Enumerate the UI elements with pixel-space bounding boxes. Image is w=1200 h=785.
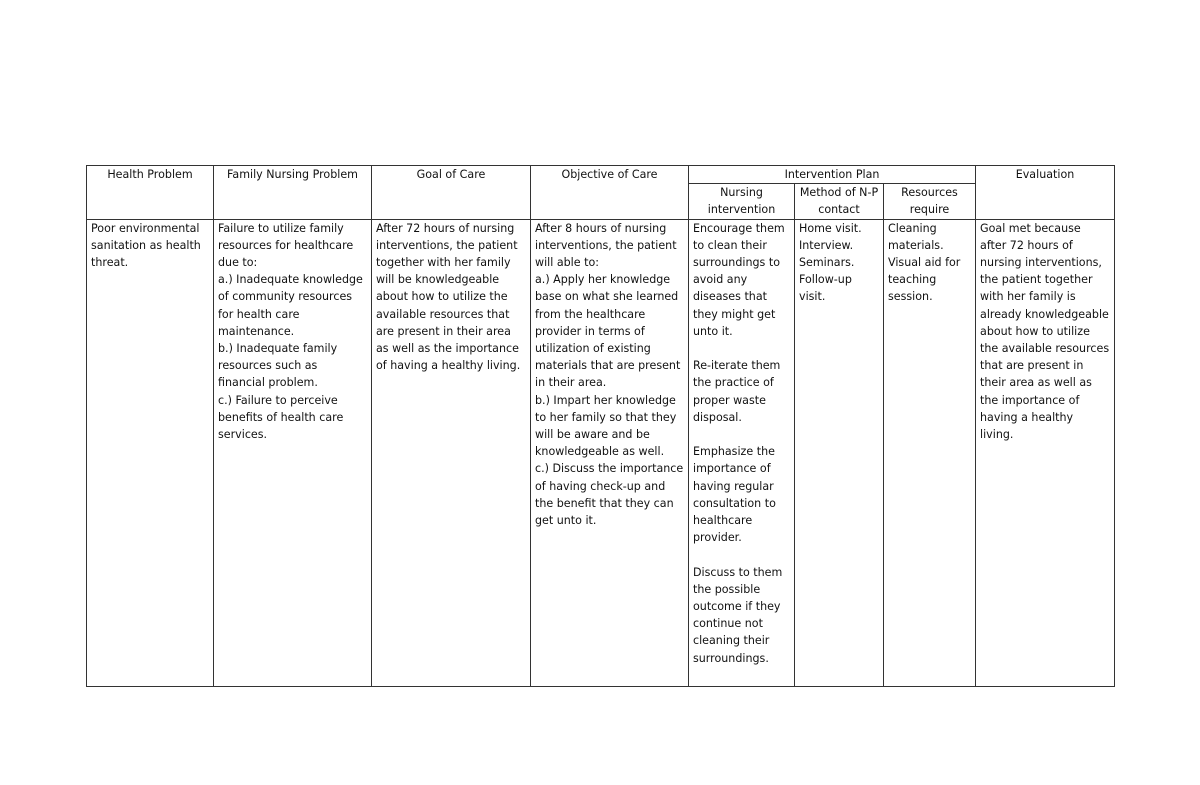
cell-method-of-contact: Home visit. Interview. Seminars. Follow-up visit. bbox=[795, 219, 884, 686]
cell-nursing-intervention: Encourage them to clean their surroundings to avoid any diseases that they might get unto it. Re-iterate them the practice of proper waste disposal. Emphasize the importance of having regular consultation to healthcare provider. Discuss to them the possible outcome if they continue not cleaning their surroundings. bbox=[689, 219, 795, 686]
table-row bbox=[87, 219, 1115, 686]
header-objective-of-care: Objective of Care bbox=[531, 166, 689, 220]
cell-evaluation: Goal met because after 72 hours of nursing interventions, the patient together with her family is already knowledgeable about how to utilize the available resources that are present in their area as well as the importance of having a healthy living. bbox=[976, 219, 1115, 686]
cell-objective-of-care: After 8 hours of nursing interventions, the patient will able to: a.) Apply her knowledge base on what she learned from the healthcare provider in terms of utilization of existing materials that are present in their area. b.) Impart her knowledge to her family so that they will be aware and be knowledgeable as well. c.) Discuss the importance of having check-up and the benefit that they can get unto it. bbox=[531, 219, 689, 686]
header-intervention-plan: Intervention Plan bbox=[689, 166, 976, 184]
header-nursing-intervention: Nursing intervention bbox=[689, 184, 795, 219]
header-resources-require: Resources require bbox=[884, 184, 976, 219]
cell-health-problem: Poor environmental sanitation as health threat. bbox=[87, 219, 214, 686]
header-family-nursing-problem: Family Nursing Problem bbox=[214, 166, 372, 220]
cell-resources-require: Cleaning materials. Visual aid for teaching session. bbox=[884, 219, 976, 686]
header-method-of-contact: Method of N-P contact bbox=[795, 184, 884, 219]
nursing-care-plan-table bbox=[86, 165, 1115, 687]
header-goal-of-care: Goal of Care bbox=[372, 166, 531, 220]
cell-family-nursing-problem: Failure to utilize family resources for healthcare due to: a.) Inadequate knowledge of community resources for health care maintenance. b.) Inadequate family resources such as financial problem. c.) Failure to perceive benefits of health care services. bbox=[214, 219, 372, 686]
cell-goal-of-care: After 72 hours of nursing interventions, the patient together with her family will be knowledgeable about how to utilize the available resources that are present in their area as well as the importance of having a healthy living. bbox=[372, 219, 531, 686]
header-health-problem: Health Problem bbox=[87, 166, 214, 220]
header-evaluation: Evaluation bbox=[976, 166, 1115, 220]
